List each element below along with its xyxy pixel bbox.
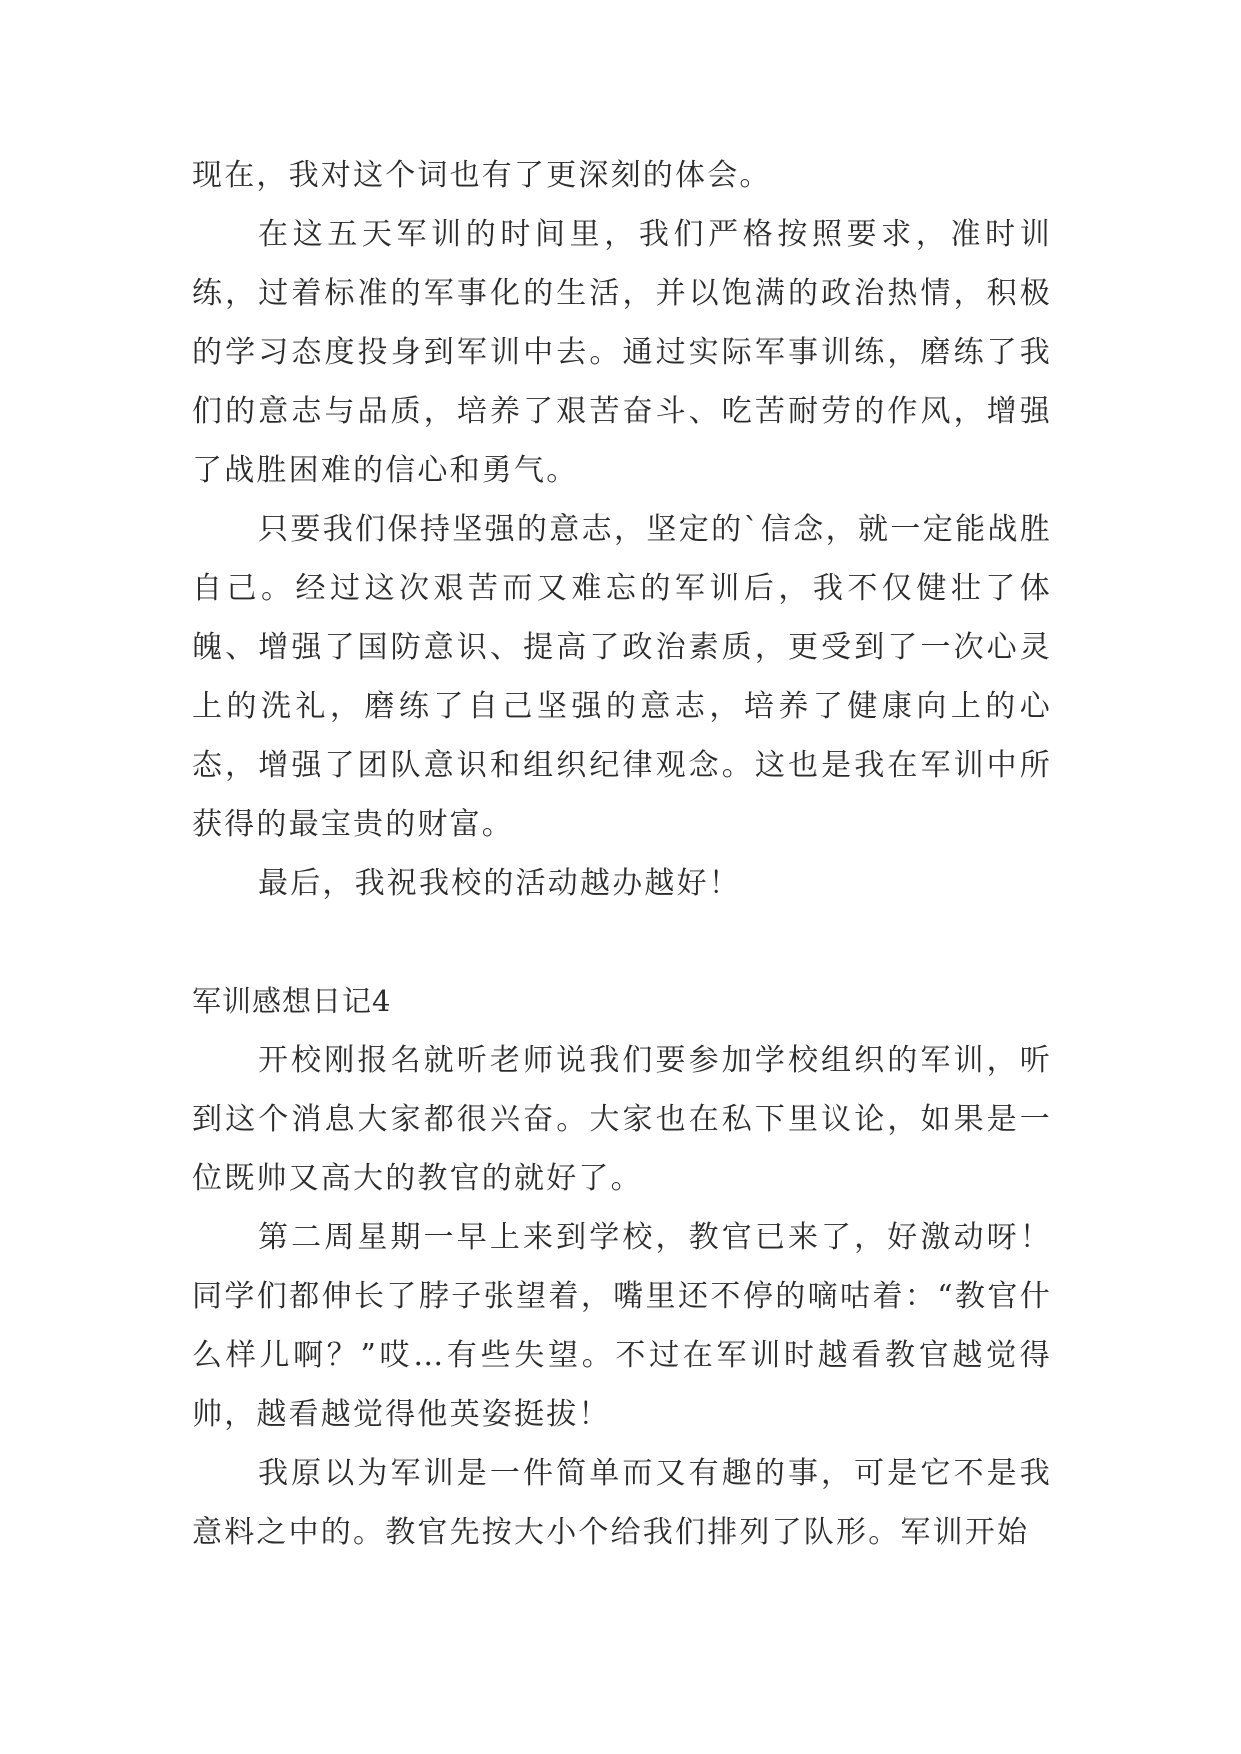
document-body [192,146,1052,1562]
paragraph-continuation: 现在，我对这个词也有了更深刻的体会。 [192,158,772,193]
section-title: 军训感想日记4 [192,984,392,1018]
section-gap [192,913,1052,972]
paragraph-training-days: 在这五天军训的时间里，我们严格按照要求，准时训练，过着标准的军事化的生活，并以饱满的政治热情，积极的学习态度投身到军训中去。通过实际军事训练，磨练了我们的意志与品质，培养了艰苦奋斗、吃苦耐劳的作风，增强了战胜困难的信心和勇气。 [192,217,1052,488]
paragraph-registration: 开校刚报名就听老师说我们要参加学校组织的军训，听到这个消息大家都很兴奋。大家也在私下里议论，如果是一位既帅又高大的教官的就好了。 [192,1043,1052,1196]
paragraph-closing-wish: 最后，我祝我校的活动越办越好！ [258,866,741,901]
paragraph-instructor-arrival: 第二周星期一早上来到学校，教官已来了，好激动呀！同学们都伸长了脖子张望着，嘴里还不停的嘀咕着：“教官什么样儿啊？”哎…有些失望。不过在军训时越看教官越觉得帅，越看越觉得他英姿挺拔！ [192,1220,1052,1432]
paragraph-strong-will: 只要我们保持坚强的意志，坚定的`信念，就一定能战胜自己。经过这次艰苦而又难忘的军训后，我不仅健壮了体魄、增强了国防意识、提高了政治素质，更受到了一次心灵上的洗礼，磨练了自己坚强的意志，培养了健康向上的心态，增强了团队意识和组织纪律观念。这也是我在军训中所获得的最宝贵的财富。 [192,512,1052,842]
paragraph-expectation: 我原以为军训是一件简单而又有趣的事，可是它不是我意料之中的。教官先按大小个给我们排列了队形。军训开始 [192,1456,1052,1550]
